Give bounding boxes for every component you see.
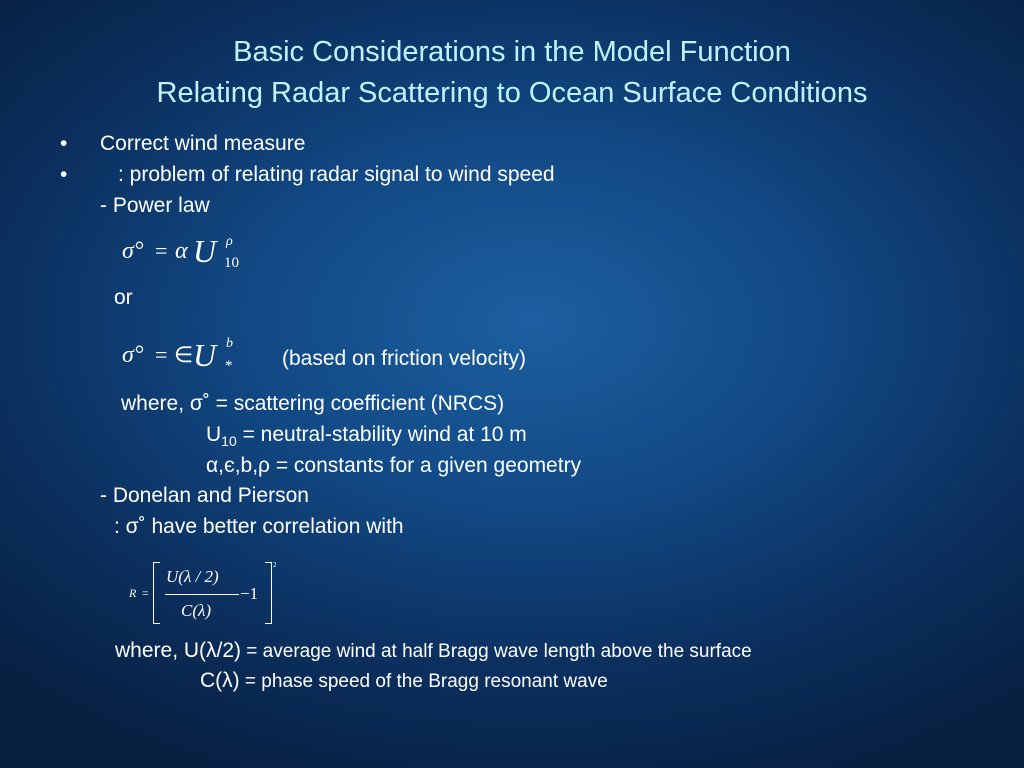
eq3-fraction-line <box>165 594 239 595</box>
eq2-equals: = <box>155 342 168 367</box>
definition-sigma: where, σ˚ = scattering coefficient (NRCS) <box>121 392 505 415</box>
eq2-u: U <box>193 337 217 373</box>
donelan-pierson-label: - Donelan and Pierson <box>100 484 309 507</box>
definition-u10-subscript: 10 <box>221 433 237 450</box>
eq3-superscript: 2 <box>273 561 277 569</box>
eq1-superscript: ρ <box>226 234 233 249</box>
eq3-equals: = <box>142 586 149 600</box>
eq1-subscript: 10 <box>224 255 239 271</box>
eq1-u: U <box>193 233 217 269</box>
eq2-subscript: * <box>225 358 233 374</box>
bullet-marker-1: • <box>60 132 68 155</box>
definition-u-half-lambda-symbol: where, U(λ/2) <box>115 639 242 662</box>
bullet-text-correct-wind: Correct wind measure <box>100 132 306 155</box>
eq3-r: R <box>129 586 137 600</box>
eq3-right-bracket <box>265 562 272 624</box>
definition-constants: α,є,b,ρ = constants for a given geometry <box>206 454 582 477</box>
definition-u10-text: = neutral-stability wind at 10 m <box>236 423 527 446</box>
eq3-minus-one: −1 <box>240 584 259 603</box>
or-text: or <box>114 286 133 309</box>
definition-c-lambda <box>200 668 608 695</box>
definition-c-lambda-text: = phase speed of the Bragg resonant wave <box>239 671 608 692</box>
eq2-epsilon: ∈ <box>174 342 194 367</box>
correlation-text: : σ˚ have better correlation with <box>114 515 404 538</box>
eq1-alpha: α <box>175 238 188 264</box>
definition-u10-symbol: U <box>206 423 222 446</box>
definition-u-half-lambda-text: = average wind at half Bragg wave length above the surface <box>241 641 752 662</box>
bullet-text-problem: : problem of relating radar signal to wind speed <box>118 163 555 186</box>
definition-u-half-lambda <box>115 638 752 665</box>
eq1-equals: = <box>155 238 168 263</box>
eq2-superscript: b <box>226 336 233 351</box>
eq1-sigma: σ° <box>122 238 144 264</box>
eq3-left-bracket <box>153 562 160 624</box>
definition-u10 <box>206 422 527 454</box>
eq2-sigma: σ° <box>122 342 144 368</box>
eq3-numerator: U(λ / 2) <box>166 567 219 586</box>
slide-title-line-1: Basic Considerations in the Model Function <box>233 36 791 68</box>
bullet-marker-2: • <box>60 163 68 186</box>
eq3-denominator: C(λ) <box>181 601 212 620</box>
friction-velocity-note: (based on friction velocity) <box>282 347 526 370</box>
definition-c-lambda-symbol: C(λ) <box>200 669 240 692</box>
slide-title-line-2: Relating Radar Scattering to Ocean Surface Conditions <box>156 77 868 109</box>
power-law-label: - Power law <box>100 194 210 217</box>
